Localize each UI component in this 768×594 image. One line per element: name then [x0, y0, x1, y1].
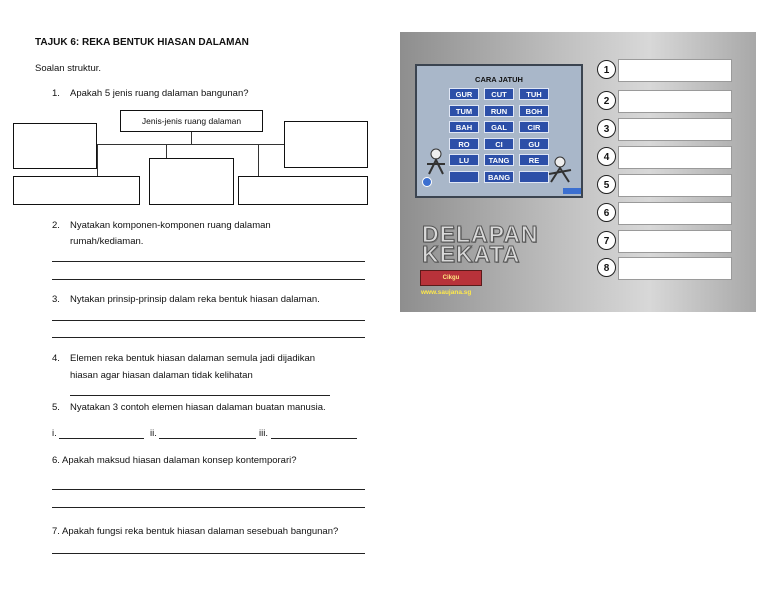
answer-slot-box[interactable] — [618, 146, 732, 169]
syllable-tile[interactable]: CUT — [484, 88, 514, 100]
answer-line[interactable] — [52, 507, 365, 508]
answer-box-4[interactable] — [149, 158, 234, 205]
answer-line[interactable] — [59, 438, 144, 439]
slot-number: 3 — [597, 119, 616, 138]
game-title-line1: DELAPAN — [422, 221, 539, 247]
refresh-icon[interactable] — [420, 176, 434, 188]
answer-line[interactable] — [52, 261, 365, 262]
diagram-connector — [191, 132, 192, 144]
answer-slot-box[interactable] — [618, 174, 732, 197]
syllable-tile[interactable]: LU — [449, 154, 479, 166]
answer-line[interactable] — [271, 438, 357, 439]
q2-number: 2. — [52, 220, 60, 231]
slot-number: 8 — [597, 258, 616, 277]
slot-number: 4 — [597, 147, 616, 166]
syllable-tile[interactable]: TUH — [519, 88, 549, 100]
diagram-header-label: Jenis-jenis ruang dalaman — [141, 116, 242, 126]
answer-box-1[interactable] — [13, 123, 97, 169]
syllable-tile[interactable]: GU — [519, 138, 549, 150]
syllable-tile[interactable]: GAL — [484, 121, 514, 133]
syllable-tile[interactable]: BAH — [449, 121, 479, 133]
answer-slot-box[interactable] — [618, 230, 732, 253]
slot-number: 2 — [597, 91, 616, 110]
syllable-tile[interactable]: BANG — [484, 171, 514, 183]
syllable-tile[interactable]: GUR — [449, 88, 479, 100]
worksheet-subtitle: Soalan struktur. — [35, 63, 102, 74]
diagram-connector — [166, 144, 167, 158]
diagram-connector — [258, 144, 259, 176]
syllable-tile[interactable]: TUM — [449, 105, 479, 117]
website-link[interactable]: www.saujana.sg — [421, 289, 472, 296]
syllable-tile[interactable]: RE — [519, 154, 549, 166]
game-screen-title: CARA JATUH — [475, 75, 523, 84]
slot-number: 1 — [597, 60, 616, 79]
q3-number: 3. — [52, 294, 60, 305]
game-title-line2: KEKATA — [422, 241, 521, 267]
q5-answer-ii-label: ii. — [150, 428, 157, 439]
answer-slot-box[interactable] — [618, 257, 732, 280]
syllable-tile[interactable]: RUN — [484, 105, 514, 117]
q5-answer-i-label: i. — [52, 428, 57, 439]
q3-text: Nytakan prinsip-prinsip dalam reka bentuk hiasan dalaman. — [70, 294, 320, 305]
next-button[interactable] — [563, 188, 581, 194]
slot-number: 7 — [597, 231, 616, 250]
answer-box-2[interactable] — [284, 121, 368, 168]
player-figure-icon — [545, 154, 575, 184]
q1-text: Apakah 5 jenis ruang dalaman bangunan? — [70, 88, 249, 99]
q4-text-line2: hiasan agar hiasan dalaman tidak kelihatan — [70, 370, 253, 381]
q4-text-line1: Elemen reka bentuk hiasan dalaman semula jadi dijadikan — [70, 353, 316, 364]
syllable-tile[interactable]: CIR — [519, 121, 549, 133]
q5-text: Nyatakan 3 contoh elemen hiasan dalaman buatan manusia. — [70, 402, 326, 413]
syllable-tile[interactable] — [449, 171, 479, 183]
worksheet-title: TAJUK 6: REKA BENTUK HIASAN DALAMAN — [35, 37, 249, 48]
slot-number: 5 — [597, 175, 616, 194]
answer-box-5[interactable] — [238, 176, 368, 205]
q1-number: 1. — [52, 88, 60, 99]
answer-slot-box[interactable] — [618, 59, 732, 82]
answer-line[interactable] — [52, 279, 365, 280]
q6-text: 6. Apakah maksud hiasan dalaman konsep kontemporari? — [52, 455, 297, 466]
q5-answer-iii-label: iii. — [259, 428, 268, 439]
diagram-header-box — [120, 110, 263, 132]
q2-text-line2: rumah/kediaman. — [70, 236, 144, 247]
slot-number: 6 — [597, 203, 616, 222]
syllable-tile[interactable]: BOH — [519, 105, 549, 117]
q7-text: 7. Apakah fungsi reka bentuk hiasan dalaman sesebuah bangunan? — [52, 526, 339, 537]
syllable-tile[interactable]: RO — [449, 138, 479, 150]
q4-number: 4. — [52, 353, 60, 364]
syllable-tile[interactable]: TANG — [484, 154, 514, 166]
answer-box-3[interactable] — [13, 176, 140, 205]
answer-line[interactable] — [52, 489, 365, 490]
diagram-connector — [97, 144, 98, 176]
answer-line[interactable] — [52, 337, 365, 338]
cikgu-logo: Cikgu — [420, 270, 482, 286]
answer-slot-box[interactable] — [618, 90, 732, 113]
game-screen — [415, 64, 583, 198]
answer-line[interactable] — [159, 438, 256, 439]
answer-line[interactable] — [52, 320, 365, 321]
q5-number: 5. — [52, 402, 60, 413]
answer-line[interactable] — [52, 553, 365, 554]
answer-slot-box[interactable] — [618, 202, 732, 225]
diagram-connector — [96, 144, 284, 145]
answer-slot-box[interactable] — [618, 118, 732, 141]
syllable-tile[interactable]: CI — [484, 138, 514, 150]
player-figure-icon — [421, 146, 451, 176]
answer-line[interactable] — [70, 395, 330, 396]
q2-text-line1: Nyatakan komponen-komponen ruang dalaman — [70, 220, 271, 231]
